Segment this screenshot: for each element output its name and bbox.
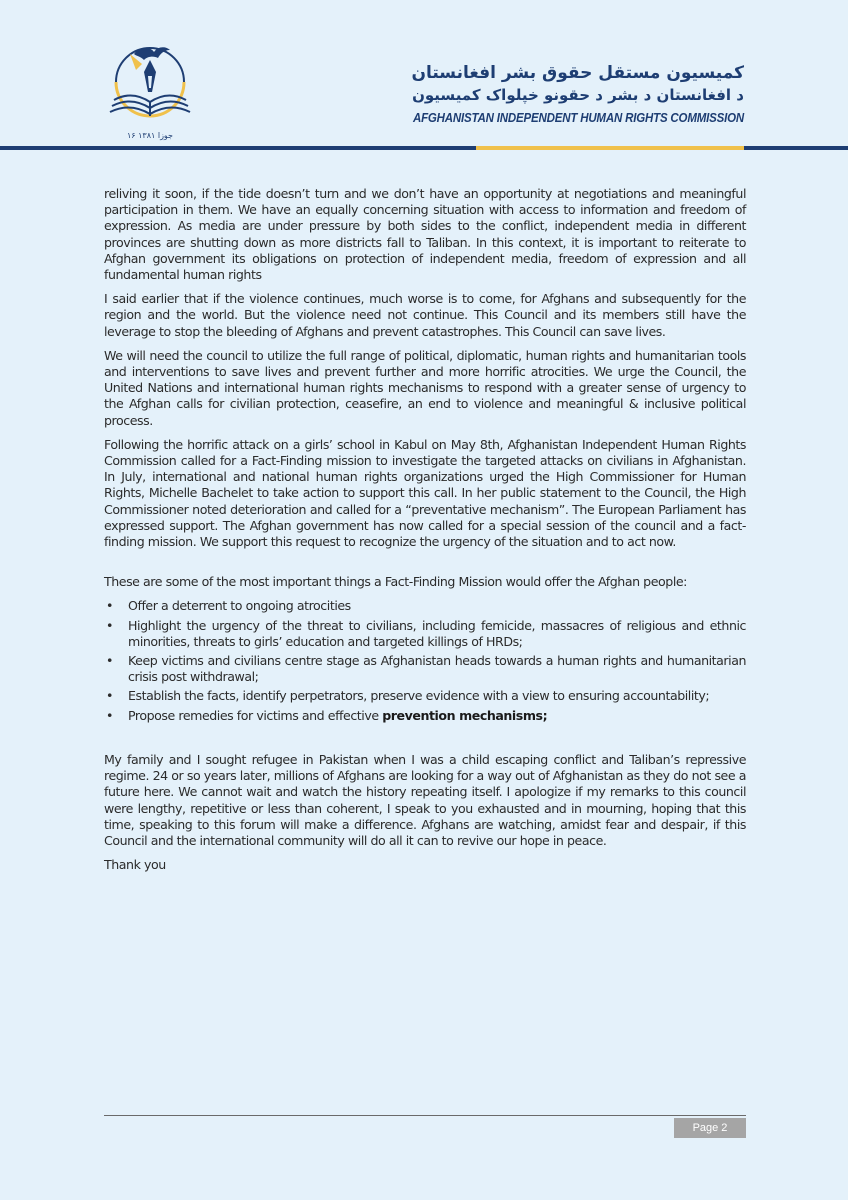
bullet-icon: • [106, 707, 113, 723]
logo-date: ۱۶ جوزا ۱۳۸۱ [126, 131, 174, 140]
list-item-text: Keep victims and civilians centre stage as Afghanistan heads towards a human rights and humanitarian crisis post withdrawal; [128, 653, 746, 685]
bullet-icon: • [106, 617, 113, 633]
sign-off: Thank you [104, 857, 166, 873]
aihrc-logo [100, 36, 200, 146]
organization-names [344, 62, 744, 125]
bullet-icon: • [106, 688, 113, 704]
org-name-pashto: د افغانستان د بشر د حقونو خپلواک کمیسیون [412, 86, 744, 104]
list-item [104, 708, 746, 724]
list-item [104, 618, 746, 650]
list-item-text: Offer a deterrent to ongoing atrocities [128, 598, 351, 614]
bullet-icon: • [106, 598, 113, 614]
bullet-icon: • [106, 653, 113, 669]
list-item [104, 653, 746, 685]
document-body [104, 186, 746, 881]
list-item-text: Highlight the urgency of the threat to civilians, including femicide, massacres of religious and ethnic minorities, threats to girls’ education and targeted killings of HRDs; [128, 617, 746, 649]
letterhead [0, 0, 848, 148]
list-item-text: Establish the facts, identify perpetrators, preserve evidence with a view to ensuring accountability; [128, 688, 710, 704]
paragraph: I said earlier that if the violence continues, much worse is to come, for Afghans and subsequently for the region and the world. But the violence need not continue. This Council and its members still have the leverage to stop the bleeding of Afghans and prevent catastrophes. This Council can save lives. [104, 291, 746, 339]
paragraph: We will need the council to utilize the full range of political, diplomatic, human rights and humanitarian tools and interventions to save lives and prevent further and more horrific atrocities. We urge the Council, the United Nations and international human rights mechanisms to respond with a greater sense of urgency to the Afghan calls for civilian protection, ceasefire, an end to violence and meaningful & inclusive political process. [104, 347, 746, 428]
org-name-english: AFGHANISTAN INDEPENDENT HUMAN RIGHTS COMMISSION [412, 111, 744, 125]
list-intro: These are some of the most important things a Fact-Finding Mission would offer the Afghan people: [104, 574, 687, 590]
bullet-list [104, 598, 746, 723]
paragraph: Following the horrific attack on a girls’ school in Kabul on May 8th, Afghanistan Independent Human Rights Commission called for a Fact-Finding mission to investigate the targeted attacks on civilians in Afghanistan. In July, international and national human rights organizations urged the High Commissioner for Human Rights, Michelle Bachelet to take action to support this call. In her public statement to the Council, the High Commissioner noted deterioration and called for a “preventative mechanism”. The European Parliament has expressed support. The Afghan government has now called for a special session of the council and a fact-finding mission. We support this request to recognize the urgency of the situation and to act now. [104, 436, 746, 550]
list-item-bold-text: prevention mechanisms; [382, 707, 548, 723]
list-item [104, 688, 746, 704]
org-name-dari: کمیسیون مستقل حقوق بشر افغانستان [411, 63, 744, 83]
closing-paragraph: My family and I sought refugee in Pakistan when I was a child escaping conflict and Taliban’s repressive regime. 24 or so years later, millions of Afghans are looking for a way out of Afghanistan as they do not see a future here. We cannot wait and watch the history repeating itself. I apologize if my remarks to this council were lengthy, repetitive or less than coherent, I speak to you exhausted and in mourning, hoping that this time, speaking to this forum will make a difference. Afghans are watching, amidst fear and despair, if this Council and the international community will do all it can to revive our hope in peace. [104, 751, 746, 848]
list-item [104, 598, 746, 614]
paragraph: reliving it soon, if the tide doesn’t turn and we don’t have an opportunity at negotiations and meaningful participation in them. We have an equally concerning situation with access to information and freedom of expression. As media are under pressure by both sides to the conflict, independent media in different provinces are shutting down as more districts fall to Taliban. In this context, it is important to reiterate to Afghan government its obligations on protection of independent media, freedom of expression and all fundamental human rights [104, 186, 746, 283]
footer-rule [104, 1115, 746, 1116]
header-rule-gold [476, 146, 744, 150]
list-item-text: Propose remedies for victims and effective [128, 707, 383, 723]
page-number: Page 2 [674, 1118, 746, 1138]
